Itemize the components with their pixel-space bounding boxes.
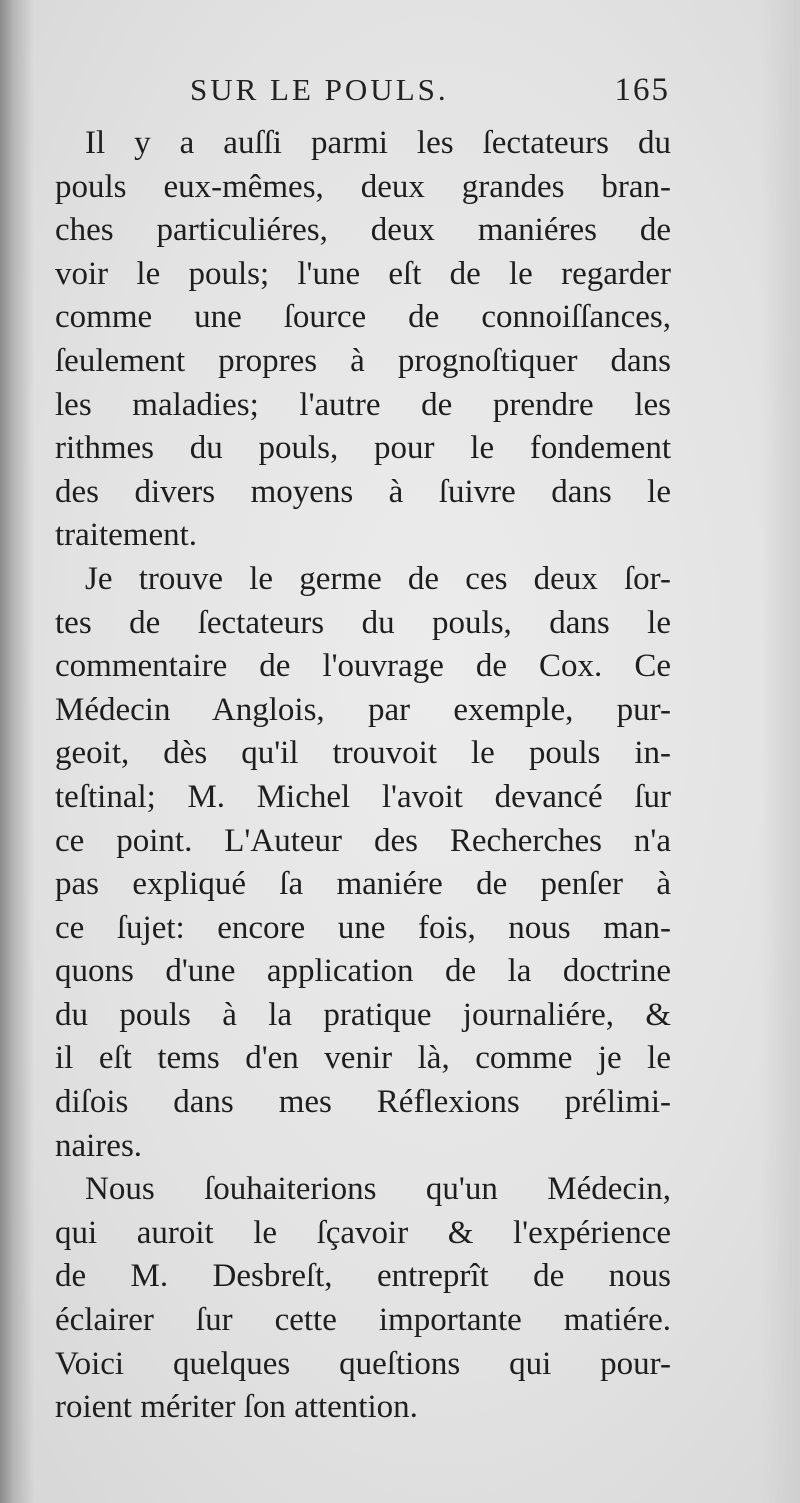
- text-line: Il y a auſſi parmi les ſectateurs du: [85, 125, 671, 161]
- text-line: de M. Desbreſt, entreprît de nous: [55, 1258, 671, 1295]
- text-line: ce point. L'Auteur des Recherches n'a: [55, 822, 671, 859]
- paragraph-2: [55, 558, 671, 1168]
- text-line: roient mériter ſon attention.: [55, 1389, 418, 1426]
- text-line: pas expliqué ſa maniére de penſer à: [55, 866, 671, 903]
- text-line: Nous ſouhaiterions qu'un Médecin,: [85, 1171, 671, 1208]
- text-line: naires.: [55, 1127, 143, 1164]
- text-line: éclairer ſur cette importante matiére.: [55, 1302, 671, 1339]
- text-line: ce ſujet: encore une fois, nous man-: [55, 909, 671, 946]
- text-line: tes de ſectateurs du pouls, dans le: [55, 604, 671, 641]
- text-line: geoit, dès qu'il trouvoit le pouls in-: [55, 735, 671, 772]
- text-line: du pouls à la pratique journaliére, &: [55, 996, 671, 1033]
- text-line: Je trouve le germe de ces deux ſor-: [85, 560, 671, 597]
- text-line: ſeulement propres à prognoſtiquer dans: [55, 342, 671, 379]
- text-line: des divers moyens à ſuivre dans le: [55, 473, 671, 510]
- text-line: rithmes du pouls, pour le fondement: [55, 430, 671, 467]
- running-head: [58, 72, 670, 116]
- paragraph-1: [55, 122, 671, 558]
- text-line: qui auroit le ſçavoir & l'expérience: [55, 1214, 671, 1251]
- text-line: quons d'une application de la doctrine: [55, 953, 671, 990]
- text-line: il eſt tems d'en venir là, comme je le: [55, 1040, 671, 1077]
- text-line: diſois dans mes Réflexions prélimi-: [55, 1084, 671, 1121]
- text-line: les maladies; l'autre de prendre les: [55, 386, 671, 423]
- text-line: teſtinal; M. Michel l'avoit devancé ſur: [55, 778, 671, 815]
- text-line: ches particuliéres, deux maniéres de: [55, 212, 671, 249]
- text-line: comme une ſource de connoiſſances,: [55, 299, 671, 336]
- text-line: Voici quelques queſtions qui pour-: [55, 1345, 671, 1382]
- page-number: 165: [614, 72, 670, 108]
- text-line: traitement.: [55, 517, 198, 554]
- running-title: SUR LE POULS.: [190, 72, 449, 107]
- body-text: [55, 122, 671, 1430]
- text-line: voir le pouls; l'une eſt de le regarder: [55, 255, 671, 292]
- text-line: pouls eux-mêmes, deux grandes bran-: [55, 168, 671, 205]
- paragraph-3: [55, 1168, 671, 1430]
- text-line: Médecin Anglois, par exemple, pur-: [55, 691, 671, 728]
- text-line: commentaire de l'ouvrage de Cox. Ce: [55, 648, 671, 685]
